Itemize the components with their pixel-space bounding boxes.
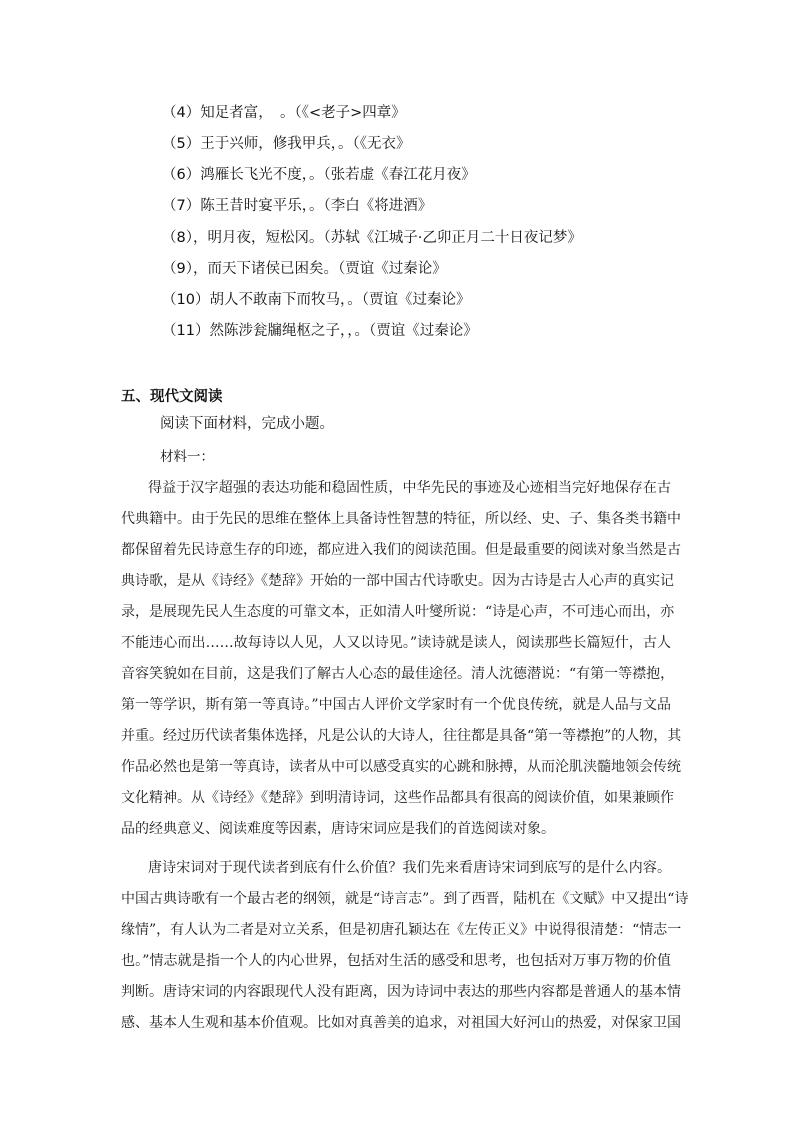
material-label: 材料一： (160, 449, 214, 465)
paragraph-line: 判断。唐诗宋词的内容跟现代人没有距离，因为诗词中表达的那些内容都是普通人的基本情 (121, 984, 681, 1000)
question-item: （7）陈王昔时宴平乐，。（李白《将进酒》 (162, 198, 433, 214)
question-item: （11）然陈涉瓮牖绳枢之子，，。（贾谊《过秦论》 (162, 323, 478, 339)
paragraph-line: 第一等学识，斯有第一等真诗。”中国古人评价文学家时有一个优良传统，就是人品与文品 (121, 697, 671, 713)
paragraph-line: 也。”情志就是指一个人的内心世界，包括对生活的感受和思考，也包括对万事万物的价值 (121, 953, 671, 969)
paragraph-line: 音容笑貌如在目前，这是我们了解古人心态的最佳途径。清人沈德潜说：“有第一等襟抱， (121, 666, 675, 682)
section-title: 五、现代文阅读 (121, 389, 223, 405)
paragraph-line: 中国古典诗歌有一个最古老的纲领，就是“诗言志”。到了西晋，陆机在《文赋》中又提出“诗 (121, 891, 689, 907)
paragraph-line: 并重。经过历代读者集体选择，凡是公认的大诗人，往往都是具备“第一等襟抱”的人物，其 (121, 728, 682, 744)
paragraph-line: 录，是展现先民人生态度的可靠文本，正如清人叶燮所说：“诗是心声，不可违心而出，亦 (121, 604, 675, 620)
paragraph-line: 文化精神。从《诗经》《楚辞》到明清诗词，这些作品都具有很高的阅读价值，如果兼顾作 (121, 790, 674, 806)
paragraph-line: 得益于汉字超强的表达功能和稳固性质，中华先民的事迹及心迹相当完好地保存在古 (148, 480, 671, 496)
paragraph-line: 代典籍中。由于先民的思维在整体上具备诗性智慧的特征，所以经、史、子、集各类书籍中 (121, 511, 681, 527)
question-item: （10）胡人不敢南下而牧马，。（贾谊《过秦论》 (162, 292, 471, 308)
paragraph-line: 感、基本人生观和基本价值观。比如对真善美的追求，对祖国大好河山的热爱，对保家卫国 (121, 1015, 681, 1031)
question-item: （4）知足者富， 。（《<老子>四章》 (162, 105, 406, 121)
question-item: （8），明月夜，短松冈。（苏轼《江城子·乙卯正月二十日夜记梦》 (162, 230, 582, 246)
instruction-text: 阅读下面材料，完成小题。 (160, 416, 334, 432)
paragraph-line: 不能违心而出……故每诗以人见，人又以诗见。”读诗就是读人，阅读那些长篇短什，古人 (121, 635, 671, 651)
question-item: （6）鸿雁长飞光不度，。（张若虚《春江花月夜》 (162, 167, 476, 183)
paragraph-line: 唐诗宋词对于现代读者到底有什么价值？我们先来看唐诗宋词到底写的是什么内容。 (148, 860, 671, 876)
paragraph-line: 品的经典意义、阅读难度等因素，唐诗宋词应是我们的首选阅读对象。 (121, 821, 555, 837)
paragraph-line: 都保留着先民诗意生存的印迹，都应进入我们的阅读范围。但是最重要的阅读对象当然是古 (121, 542, 681, 558)
paragraph-line: 缘情”，有人认为二者是对立关系，但是初唐孔颖达在《左传正义》中说得很清楚：“情志一 (121, 922, 682, 938)
paragraph-line: 作品必然也是第一等真诗，读者从中可以感受真实的心跳和脉搏，从而沦肌浃髓地领会传统 (121, 759, 681, 775)
question-item: （5）王于兴师，修我甲兵，。（《无衣》 (162, 136, 411, 152)
question-item: （9），而天下诸侯已困矣。（贾谊《过秦论》 (162, 261, 447, 277)
paragraph-line: 典诗歌，是从《诗经》《楚辞》开始的一部中国古代诗歌史。因为古诗是古人心声的真实记 (121, 573, 674, 589)
